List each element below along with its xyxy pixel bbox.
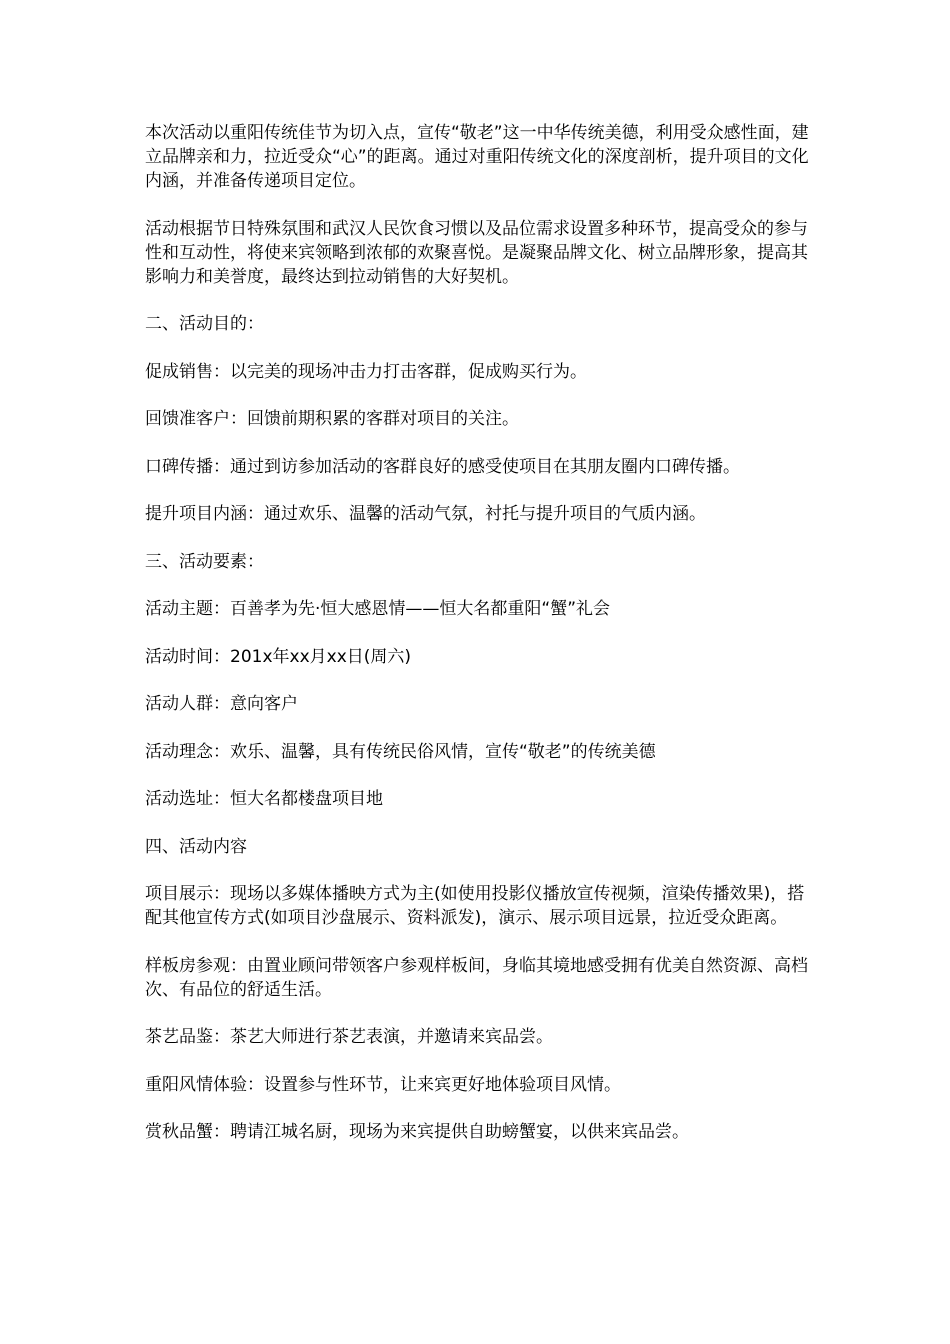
content-model-room: 样板房参观：由置业顾问带领客户参观样板间，身临其境地感受拥有优美自然资源、高档次、有品位的舒适生活。 xyxy=(145,955,808,1000)
objective-feedback: 回馈准客户：回馈前期积累的客群对项目的关注。 xyxy=(145,409,519,429)
section-heading-content: 四、活动内容 xyxy=(145,836,247,857)
section-heading-objectives: 二、活动目的： xyxy=(145,314,264,334)
content-project-display: 项目展示：现场以多媒体播映方式为主(如使用投影仪播放宣传视频，渲染传播效果)，搭配其他宣传方式(如项目沙盘展示、资料派发)，演示、展示项目远景，拉近受众距离。 xyxy=(145,884,805,928)
objective-sales: 促成销售：以完美的现场冲击力打击客群，促成购买行为。 xyxy=(145,361,587,382)
element-time: 活动时间：201x年xx月xx日(周六) xyxy=(145,646,412,667)
objective-connotation: 提升项目内涵：通过欢乐、温馨的活动气氛，衬托与提升项目的气质内涵。 xyxy=(145,504,706,524)
element-location: 活动选址：恒大名都楼盘项目地 xyxy=(145,789,383,809)
objective-word-of-mouth: 口碑传播：通过到访参加活动的客群良好的感受使项目在其朋友圈内口碑传播。 xyxy=(145,456,740,477)
content-double-ninth-experience: 重阳风情体验：设置参与性环节，让来宾更好地体验项目风情。 xyxy=(145,1074,621,1095)
element-audience: 活动人群：意向客户 xyxy=(145,694,298,714)
element-theme: 活动主题：百善孝为先·恒大感恩情——恒大名都重阳“蟹”礼会 xyxy=(145,599,611,619)
element-concept: 活动理念：欢乐、温馨，具有传统民俗风情，宣传“敬老”的传统美德 xyxy=(145,741,656,762)
intro-paragraph-1: 本次活动以重阳传统佳节为切入点，宣传“敬老”这一中华传统美德，利用受众感性面，建立品牌亲和力，拉近受众“心”的距离。通过对重阳传统文化的深度剖析，提升项目的文化内涵，并准备传递项目定位。 xyxy=(145,123,809,191)
document-body xyxy=(145,121,815,1168)
section-heading-elements: 三、活动要素： xyxy=(145,551,264,572)
intro-paragraph-2: 活动根据节日特殊氛围和武汉人民饮食习惯以及品位需求设置多种环节，提高受众的参与性和互动性，将使来宾领略到浓郁的欢聚喜悦。是凝聚品牌文化、树立品牌形象，提高其影响力和美誉度，最终达到拉动销售的大好契机。 xyxy=(145,218,808,287)
content-crab-tasting: 赏秋品蟹：聘请江城名厨，现场为来宾提供自助螃蟹宴，以供来宾品尝。 xyxy=(145,1122,689,1142)
content-tea-art: 茶艺品鉴：茶艺大师进行茶艺表演，并邀请来宾品尝。 xyxy=(145,1027,553,1047)
